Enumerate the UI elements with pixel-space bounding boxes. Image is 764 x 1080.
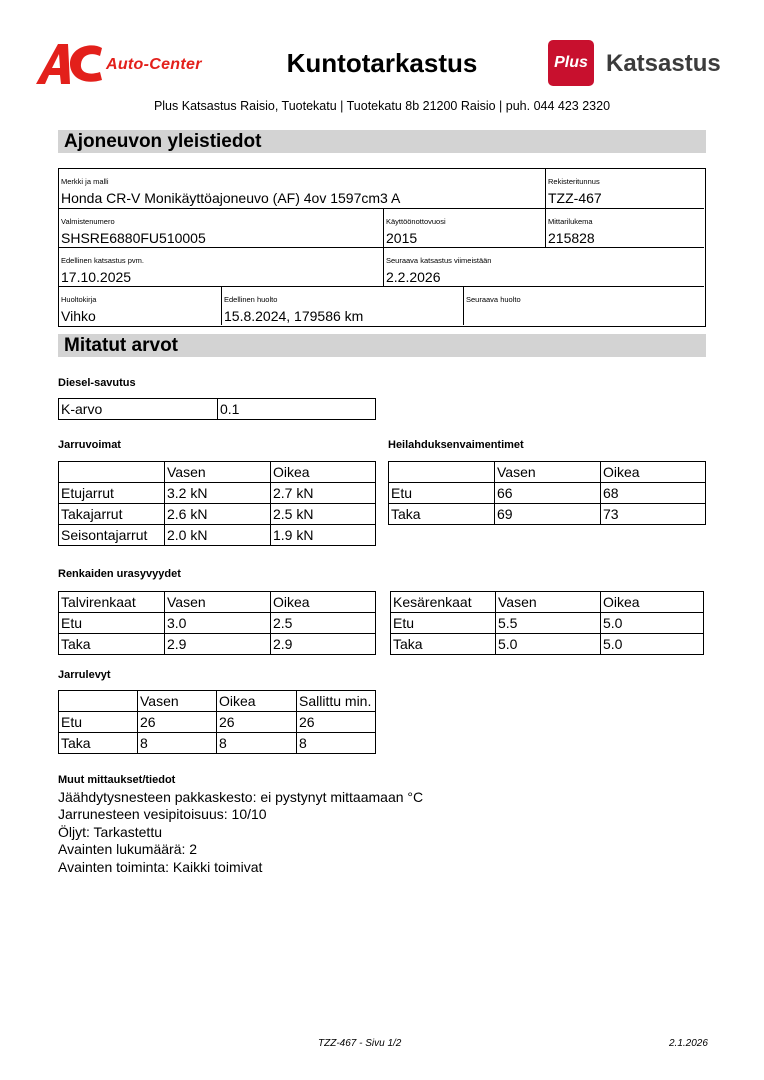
table-cell: 26 (138, 712, 217, 733)
section-measured-title: Mitatut arvot (58, 334, 706, 357)
table-cell: Taka (59, 634, 165, 655)
table-cell: Etu (391, 613, 496, 634)
table-cell: 1.9 kN (271, 525, 376, 546)
table-cell: 2.7 kN (271, 483, 376, 504)
table-cell: 5.0 (496, 634, 601, 655)
other-line-brake-fluid: Jarrunesteen vesipitoisuus: 10/10 (58, 806, 267, 822)
table-header-cell: Oikea (271, 462, 376, 483)
table-header-cell: Vasen (138, 691, 217, 712)
table-header-row (59, 592, 376, 613)
table-row (59, 712, 376, 733)
footer-page-info: TZZ-467 - Sivu 1/2 (318, 1038, 402, 1049)
other-line-key-count: Avainten lukumäärä: 2 (58, 841, 198, 857)
info-row-3 (59, 248, 704, 287)
last-inspection-cell (59, 248, 383, 286)
table-header-row (391, 592, 704, 613)
table-header-cell (59, 462, 165, 483)
odometer-cell (545, 209, 704, 247)
odometer-value: 215828 (548, 230, 595, 246)
table-header-row (59, 691, 376, 712)
table-cell: Etu (389, 483, 495, 504)
table-cell: 8 (217, 733, 297, 754)
table-header-cell: Kesärenkaat (391, 592, 496, 613)
table-cell: Taka (389, 504, 495, 525)
make-model-cell (59, 169, 545, 208)
table-cell: 3.0 (165, 613, 271, 634)
table-cell: Seisontajarrut (59, 525, 165, 546)
next-service-cell (463, 287, 704, 325)
vehicle-info-grid (58, 168, 706, 327)
table-cell: 0.1 (218, 399, 376, 420)
table-cell: 68 (601, 483, 706, 504)
table-header-row (59, 462, 376, 483)
last-service-cell (221, 287, 463, 325)
vin-value: SHSRE6880FU510005 (61, 230, 206, 246)
make-model-label: Merkki ja malli (61, 177, 109, 186)
info-row-1 (59, 169, 704, 209)
table-header-cell: Vasen (165, 462, 271, 483)
table-header-cell: Talvirenkaat (59, 592, 165, 613)
table-header-cell: Oikea (601, 592, 704, 613)
table-header-cell (389, 462, 495, 483)
table-cell: 2.5 (271, 613, 376, 634)
table-cell: 2.9 (165, 634, 271, 655)
table-cell: 8 (138, 733, 217, 754)
next-service-label: Seuraava huolto (466, 295, 521, 304)
last-inspection-label: Edellinen katsastus pvm. (61, 256, 144, 265)
other-line-key-function: Avainten toiminta: Kaikki toimivat (58, 859, 263, 875)
table-cell: 73 (601, 504, 706, 525)
dampers-table (388, 461, 706, 525)
next-inspection-cell (383, 248, 704, 286)
table-row (59, 399, 376, 420)
registration-cell (545, 169, 704, 208)
plus-badge: Plus (548, 40, 594, 86)
table-header-cell: Oikea (601, 462, 706, 483)
table-cell: 2.9 (271, 634, 376, 655)
registration-value: TZZ-467 (548, 190, 602, 206)
document-title: Kuntotarkastus (286, 48, 478, 78)
other-line-oils: Öljyt: Tarkastettu (58, 824, 163, 840)
table-header-cell: Oikea (217, 691, 297, 712)
table-header-cell: Vasen (165, 592, 271, 613)
table-cell: Etu (59, 613, 165, 634)
table-row (389, 483, 706, 504)
section-general-title: Ajoneuvon yleistiedot (58, 130, 706, 153)
service-book-value: Vihko (61, 308, 96, 324)
first-use-label: Käyttöönottovuosi (386, 217, 446, 226)
odometer-label: Mittarilukema (548, 217, 593, 226)
table-cell: 5.0 (601, 613, 704, 634)
other-line-coolant: Jäähdytysnesteen pakkaskesto: ei pystynyt mittaamaan °C (58, 789, 424, 805)
brakes-title: Jarruvoimat (58, 439, 121, 451)
auto-center-logo (36, 42, 226, 86)
vin-cell (59, 209, 383, 247)
tires-title: Renkaiden urasyvyydet (58, 568, 181, 580)
table-cell: K-arvo (59, 399, 218, 420)
winter-tires-table (58, 591, 376, 655)
service-book-label: Huoltokirja (61, 295, 97, 304)
katsastus-wordmark: Katsastus (606, 50, 721, 77)
other-title: Muut mittaukset/tiedot (58, 774, 176, 786)
next-inspection-label: Seuraava katsastus viimeistään (386, 256, 492, 265)
table-cell: Taka (391, 634, 496, 655)
table-row (59, 634, 376, 655)
table-cell: Takajarrut (59, 504, 165, 525)
discs-table (58, 690, 376, 754)
table-header-row (389, 462, 706, 483)
plus-katsastus-logo (546, 38, 728, 90)
info-row-2 (59, 209, 704, 248)
make-model-value: Honda CR-V Monikäyttöajoneuvo (AF) 4ov 1597cm3 A (61, 190, 401, 206)
table-row (391, 613, 704, 634)
table-header-cell: Oikea (271, 592, 376, 613)
table-cell: 3.2 kN (165, 483, 271, 504)
table-row (59, 525, 376, 546)
table-row (59, 613, 376, 634)
info-row-4 (59, 287, 704, 325)
registration-label: Rekisteritunnus (548, 177, 600, 186)
brakes-table (58, 461, 376, 546)
table-cell: Etu (59, 712, 138, 733)
first-use-value: 2015 (386, 230, 418, 246)
summer-tires-table (390, 591, 704, 655)
table-header-cell (59, 691, 138, 712)
table-header-cell: Sallittu min. (297, 691, 376, 712)
footer-date: 2.1.2026 (669, 1038, 708, 1049)
ac-logo-mark-icon (36, 42, 106, 86)
dampers-title: Heilahduksenvaimentimet (388, 439, 524, 451)
vin-label: Valmistenumero (61, 217, 115, 226)
diesel-table (58, 398, 376, 420)
table-cell: 5.5 (496, 613, 601, 634)
table-cell: 8 (297, 733, 376, 754)
next-inspection-value: 2.2.2026 (386, 269, 441, 285)
station-address: Plus Katsastus Raisio, Tuotekatu | Tuotekatu 8b 21200 Raisio | puh. 044 423 2320 (153, 99, 611, 113)
last-service-label: Edellinen huolto (224, 295, 278, 304)
auto-center-wordmark: Auto-Center (106, 56, 202, 73)
table-cell: Taka (59, 733, 138, 754)
table-row (59, 504, 376, 525)
table-row (391, 634, 704, 655)
diesel-title: Diesel-savutus (58, 377, 136, 389)
table-header-cell: Vasen (496, 592, 601, 613)
table-cell: 26 (217, 712, 297, 733)
table-cell: 69 (495, 504, 601, 525)
table-row (59, 733, 376, 754)
last-service-value: 15.8.2024, 179586 km (224, 308, 364, 324)
table-cell: 5.0 (601, 634, 704, 655)
table-cell: 2.0 kN (165, 525, 271, 546)
table-cell: Etujarrut (59, 483, 165, 504)
discs-title: Jarrulevyt (58, 669, 111, 681)
table-cell: 2.5 kN (271, 504, 376, 525)
table-cell: 66 (495, 483, 601, 504)
table-row (59, 483, 376, 504)
first-use-cell (383, 209, 545, 247)
table-row (389, 504, 706, 525)
table-cell: 2.6 kN (165, 504, 271, 525)
last-inspection-value: 17.10.2025 (61, 269, 132, 285)
service-book-cell (59, 287, 221, 325)
table-header-cell: Vasen (495, 462, 601, 483)
table-cell: 26 (297, 712, 376, 733)
